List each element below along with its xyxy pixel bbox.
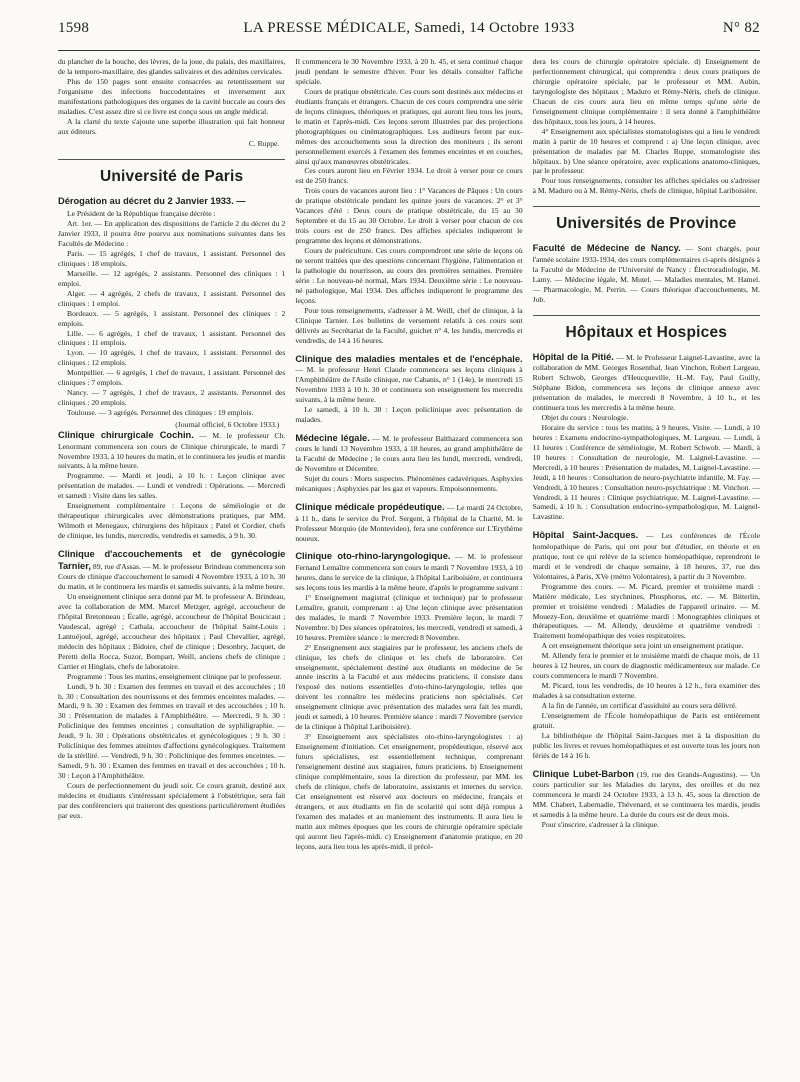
paragraph: Cours de perfectionnement du jeudi soir. Ce cours gratuit, destiné aux médecins et étudiants s'intéressant spécialement à l'obstétrique, sera fait par des conférenciers qui traiteront des questions particulièrement étudiées par eux. [58, 781, 286, 820]
paragraph: Cours de puériculture. Ces cours comprendront une série de leçons où ne seront traitées que des questions concernant l'hygiène, l'alimentation et la pathologie du nourrisson, au cours des premières semaines. Première série : Le nouveau-né normal, Mars 1934. Deuxième série : Le nouveau-né pathologique, Mai 1934. Des affiches indiqueront le programme des leçons. [295, 246, 523, 305]
article [533, 769, 760, 820]
article-lead: 89, rue d'Assas. — M. le professeur Brindeau commencera son Cours de clinique d'accouchement le samedi 4 Novembre 1933, à 10 h. 30 du matin, et le continuera les mardis et samedis suivants, à la même heure. [58, 561, 286, 592]
article [58, 430, 285, 471]
paragraph: 1° Enseignement magistral (clinique et technique) par le professeur Lemaître, gratuit, comprenant : a) Une leçon clinique avec présentation des malades, le mardi 7 Novembre 1933. Première leçon, le mardi 7 Novembre. b) Des séances opératoires, les mercredi, vendredi et samedi, à 10 heures. Première séance : le mercredi 8 Novembre. [295, 592, 523, 642]
paragraph: 2° Enseignement aux stagiaires par le professeur, les anciens chefs de clinique, les chefs de clinique et les chefs de laboratoire. Cet enseignement, spécialement destiné aux étudiants en médecine de 5e année inscrits à la Faculté et aux médecins praticiens, il consiste dans l'exposé des notions essentielles d'oto-rhino-laryngologie, telles que doivent les connaître les médecins praticiens non spécialisés. Cet enseignement clinique avec présentation des malades sera fait les mardi, jeudi et samedi, à 10 heures. Première séance : mardi 7 Novembre (service de la clinique à l'hôpital Lariboisière). [295, 642, 523, 732]
column-1 [58, 57, 285, 852]
paragraph: Art. 1er. — En application des dispositions de l'article 2 du décret du 2 Janvier 1933, il pourra être pourvu aux nominations suivantes dans les Facultés de Médecine : [58, 219, 286, 248]
paragraph: Nancy. — 7 agrégés, 1 chef de travaux, 2 assistants. Personnel des cliniques : 20 emplois. [58, 388, 286, 408]
article-title: Hôpital de la Pitié. [532, 351, 614, 362]
journal-title: LA PRESSE MÉDICALE, Samedi, 14 Octobre 1933 [243, 20, 575, 36]
article [295, 551, 522, 592]
article-lead: (19, rue des Grands-Augustins). — Un cours particulier sur les Maladies du larynx, des oreilles et du nez commencera le mardi 24 Octobre 1933, à 13 h. 45, sous la direction de MM. Chabert, Labernadie, Thévenard, et se continuera les mardis, jeudis et samedis à la même heure. La durée du cours est de deux mois. [532, 769, 760, 820]
divider [533, 206, 760, 207]
source-note: (Journal officiel, 6 Octobre 1933.) [175, 420, 280, 430]
paragraph: A la clarté du texte s'ajoute une superbe illustration qui fait honneur aux éditeurs. [58, 116, 286, 136]
column-3 [533, 57, 760, 852]
article [533, 352, 760, 413]
article-title: Clinique médicale propédeutique. [295, 502, 445, 513]
paragraph: Programme : Tous les matins, enseignement clinique par le professeur. [67, 671, 282, 681]
paragraph: du plancher de la bouche, des lèvres, de la joue, du palais, des maxillaires, de la temporo-maxillaire, des glandes salivaires et des adénites cervicales. [58, 57, 286, 76]
spacer [295, 346, 522, 354]
article [533, 530, 760, 581]
spacer [295, 543, 522, 551]
paragraph: Programme des cours. — M. Picard, premier et troisième mardi : Matière médicale, Les stychnines, Phosphorus, etc. — M. Bitterlin, premier et troisième vendredi : Maladies de l'appareil urinaire. — M. Mouezy-Eon, deuxième et quatrième mardi : Monographies cliniques et thérapeutiques. — M. Allendy, deuxième et quatrième vendredi : Traitement homéopathique des voies respiratoires. [532, 581, 760, 641]
article-lead: — M. le professeur Balthazard commencera son cours le lundi 13 Novembre 1933, à 18 heures, au grand amphithéâtre de la Faculté de Médecine ; le cours aura lieu les lundi, mercredi, vendredi, de Novembre et Décembre. [295, 433, 523, 474]
paragraph: Alger. — 4 agrégés, 2 chefs de travaux, 1 assistant. Personnel des cliniques : 1 emploi. [58, 288, 286, 308]
article-lead: — Les conférences de l'École homéopathique de Paris, qui ont pour but d'étudier, en théorie et en pratique, tout ce qui relève de la science homéopathique, reprendront le mardi et le vendredi de chaque semaine, à 18 heures, 37, rue des Volontaires, à Paris, XVe (métro Volontaires), à partir du 3 Novembre. [532, 531, 760, 581]
paragraph: Le samedi, à 10 h. 30 : Leçon policlinique avec présentation de malades. [295, 404, 523, 424]
page-header [58, 20, 760, 38]
article-lead: — Le mardi 24 Octobre, à 11 h., dans le service du Prof. Sergent, à l'hôpital de la Charité, M. le Professeur Morquio (de Montevideo), fera une conférence sur L'Erythème noueux. [295, 503, 523, 543]
paragraph: M. Picard, tous les vendredis, de 10 heures à 12 h., fera examiner des malades à sa consultation externe. [532, 681, 760, 701]
section-title-province: Universités de Province [556, 215, 737, 233]
article-title: Clinique des maladies mentales et de l'encéphale. [295, 353, 523, 364]
derog-text [58, 209, 285, 430]
paragraph: Lille. — 6 agrégés, 1 chef de travaux, 1 assistant. Personnel des cliniques : 11 emplois. [58, 328, 286, 348]
paragraph: La bibliothèque de l'hôpital Saint-Jacques met à la disposition du public les livres et revues homéopathiques et est ouverte tous les jours non fériés de 14 à 16 h. [532, 730, 760, 760]
paragraph: Pour tous renseignements, s'adresser à M. Weill, chef de clinique, à la Clinique Tarnier. Les bulletins de versement relatifs à ces cours sont délivrés au Secrétariat de la Faculté, guichet n° 4, les lundis, mercredis et vendredis, de 14 à 16 heures. [295, 305, 523, 345]
paragraph: Bordeaux. — 5 agrégés, 1 assistant. Personnel des cliniques : 2 emplois. [58, 308, 286, 328]
review-signature: C. Ruppe. [248, 138, 280, 148]
article-lead: — M. le professeur Fernand Lemaître commencera son cours le mardi 7 Novembre 1933, à 10 heures, dans le service de la clinique, à l'hôpital Lariboisière, et continuera ses leçons tous les mardis à la même heure, d'après le programme suivant : [295, 552, 523, 592]
paragraph: L'enseignement de l'École homéopathique de Paris est entièrement gratuit. [532, 711, 760, 731]
spacer [58, 541, 285, 549]
paragraph: Pour tous renseignements, consulter les affiches spéciales ou s'adresser à M. Maduro ou à M. Rémy-Néris, chefs de clinique, hôpital Lariboisière. [532, 176, 760, 196]
spacer [295, 425, 522, 433]
paragraph: Enseignement complémentaire : Leçons de séméiologie et de thérapeutique chirurgicales avec démonstrations pratiques, par MM. Wilmoth et Menegaux, chirurgiens des hôpitaux ; Patel et Cordier, chefs de clinique, les lundis, mercredis, vendredis et samedis, à 9 h. 30. [58, 501, 286, 541]
article-title: Hôpital Saint-Jacques. [532, 530, 639, 541]
paragraph: Objet du cours : Neurologie. [541, 412, 629, 422]
paragraph: Un enseignement clinique sera donné par M. le professeur A. Brindeau, avec la collaboration de MM. Marcel Metzger, agrégé, accoucheur de l'hôpital Bretonneau ; Écalle, agrégé, accoucheur de l'hôpital Boucicaut ; Vaudescal, agrégé ; Cathala, accoucheur de l'hôpital Saint-Louis ; Lantuéjoul, agrégé, accoucheur des hôpitaux ; Paul Chevallier, agrégé, médecin des hôpitaux ; Bidoire, chef de clinique ; Desonbry, Jacquet, de Peretti della Rocca, Suzor, Bompart, Weill, anciens chefs de clinique ; Cartier et Hinglais, chefs de laboratoire. [58, 591, 286, 671]
paragraph: A la fin de l'année, un certificat d'assiduité au cours sera délivré. [541, 701, 737, 711]
paragraph: Cours de pratique obstétricale. Ces cours sont destinés aux médecins et étudiants français et étrangers. Chacun de ces cours comprendra une série de leçons cliniques, théoriques et pratiques, qui auront lieu tous les jours, le matin et l'après-midi. Ces leçons seront illustrées par des projections photographiques ou cinématographiques. Les auditeurs feront par eux-mêmes des accouchements sous la direction des moniteurs ; ils seront personnellement exercés à l'examen des femmes enceintes et en couches, ainsi qu'aux manœuvres obstétricales. [295, 86, 523, 166]
paragraph: Marseille. — 12 agrégés, 2 assistants. Personnel des cliniques : 1 emploi. [58, 268, 286, 288]
article-title: Médecine légale. [295, 432, 370, 443]
paragraph: Lyon. — 10 agrégés, 1 chef de travaux, 1 assistant. Personnel des cliniques : 12 emplois. [58, 348, 286, 368]
paragraph: Il commencera le 30 Novembre 1933, à 20 h. 45, et sera continué chaque jeudi pendant le semestre d'hiver. Pour les détails consulter l'affiche spéciale. [295, 57, 523, 86]
paragraph: Montpellier. — 6 agrégés, 1 chef de travaux, 1 assistant. Personnel des cliniques : 7 emplois. [58, 368, 286, 388]
section-title-hopitaux: Hôpitaux et Hospices [565, 323, 728, 341]
issue-number: N° 82 [722, 20, 760, 36]
paragraph: Trois cours de vacances auront lieu : 1° Vacances de Pâques : Un cours de pratique obstétricale pendant les quinze jours de vacances. 2° et 3° Vacances d'été : Deux cours de pratique obstétricale, du 15 au 30 Septembre et du 15 au 30 Octobre. Le droit à verser pour chacun de ces trois cours est de 250 francs. Des affiches spéciales indiqueront le programme des leçons et démonstrations. [295, 186, 523, 246]
divider [58, 159, 285, 160]
article [58, 549, 285, 592]
paragraph: Lundi, 9 h. 30 : Examen des femmes en travail et des accouchées ; 10 h. 30 : Consultation des nourrissons et des femmes enceintes malades. — Mardi, 9 h. 30 : Examen des femmes en travail et des accouchées ; 10 h. 30 : Présentation de malades à l'Amphithéâtre. — Mercredi, 9 h. 30 : Policlinique des femmes enceintes ; consultation de syphiligraphie. — Jeudi, 9 h. 30 : Opérations obstétricales et gynécologiques ; 9 h. 30 : Policlinique des femmes atteintes d'affections gynécologiques. Traitement de la stérilité. — Vendredi, 9 h. 30 : Policlinique des femmes enceintes. — Samedi, 9 h. 30 : Examen des femmes en travail et des accouchées ; 10 h. 30 : Leçon à l'Amphithéâtre. [58, 681, 286, 781]
spacer [295, 494, 522, 502]
paragraph: Pour s'inscrire, s'adresser à la clinique. [541, 820, 659, 830]
article-lead: — M. le Professeur Laignel-Lavastine, avec la collaboration de MM. Georges Rosenthal, Jean Vinchon, Robert Largeau, Robert Schwob, Georges d'Heucqueville, H.-M. Fay, Paul Guilly, Stéphane Bidon, commencera ses leçons de clinique annexe avec présentation de malades, le mercredi 8 Novembre, à 10 h., et les continuera tous les mercredis à la même heure. [532, 352, 760, 412]
paragraph: Programme. — Mardi et jeudi, à 10 h. : Leçon clinique avec présentation de malades. — Lundi et vendredi : Opérations. — Mercredi et samedi : Visite dans les salles. [58, 471, 286, 501]
article-title: Dérogation au décret du 2 Janvier 1933. — [58, 195, 246, 206]
article [295, 354, 522, 405]
spacer [533, 522, 760, 530]
page-number: 1598 [58, 20, 90, 36]
paragraph: Horaire du service : tous les matins, à 9 heures, Visite. — Lundi, à 10 heures : Examens endocrino-sympathologiques, M. Largeau. — Lundi, à 11 heures : Conférence de séméiologie, M. Robert Schwob. — Mardi, à 10 heures : Consultation de neurologie, M. Laignel-Lavastine. — Mercredi, à 10 heures : Présentation de malades, M. Laignel-Lavastine. — Jeudi, à 10 heures : Consultation de neuro-psychiatrie infantile, M. Fay. — Vendredi, à 10 heures : Consultation neuro-psychiatrique : M. Vinchon. — Vendredi, à 11 heures : Clinique psychiatrique, M. Laignel-Lavastine. — Samedi, à 10 h. : Consultation endocrino-sympathologique, M. Laignel-Lavastine. [532, 422, 760, 522]
paragraph: Plus de 150 pages sont ensuite consacrées au retentissement sur l'organisme des infections buccodentaires et inversement aux manifestations pathologiques des organes de la cavité buccale au cours des maladies. C'est assez dire si ce livre est conçu sous un angle médical. [58, 76, 286, 116]
paragraph: Toulouse. — 3 agrégés. Personnel des cliniques : 19 emplois. [67, 408, 254, 418]
paragraph: Sujet du cours : Morts suspectes. Phénomènes cadavériques. Asphyxies mécaniques ; Asphyxies par les gaz et vapeurs. Empoisonnements. [295, 474, 523, 494]
divider [533, 315, 760, 316]
article [295, 502, 522, 543]
paragraph: M. Allendy fera le premier et le troisième mardi de chaque mois, de 11 heures à 12 heures, un cours de diagnostic médicamenteux sur malade. Ce cours commencera le mardi 7 Novembre. [532, 651, 760, 681]
paragraph: 3° Enseignement aux spécialistes oto-rhino-laryngologistes : a) Enseignement d'initiation. Cet enseignement, propédeutique, réservé aux futurs spécialistes, est essentiellement technique, comprenant l'enseignement destiné aux stagiaires, futurs praticiens. b) Enseignement clinique complémentaire, sous la direction du professeur, par MM. les chefs de clinique, chefs de laboratoire, assistants et internes du service. Cet enseignement est réservé aux docteurs en médecine, français et étrangers, et aux étudiants en fin de scolarité qui sont déjà rompus à l'examen des malades et au maniement des instruments. Il aura lieu le matin aux mêmes époques que les cours de chirurgie opératoire spéciale qui auront lieu l'après-midi. c) Enseignement d'anatomie pratique, en 20 leçons, aura lieu tous les après-midi, il précè- [295, 732, 523, 851]
paragraph: 4° Enseignement aux spécialistes stomatologistes qui a lieu le vendredi matin à partir de 10 heures et comprend : a) Une leçon clinique, avec présentation de malades par M. Charles Ruppe, stomatologiste des hôpitaux. b) Une séance opératoire, avec explications anatomo-cliniques, par le professeur. [532, 126, 760, 176]
review-text [58, 57, 285, 137]
article [295, 433, 522, 474]
article-title: Clinique oto-rhino-laryngologique. [295, 551, 451, 562]
header-rule [58, 50, 760, 51]
paragraph: A cet enseignement théorique sera joint un enseignement pratique. [541, 641, 744, 651]
article-title: Faculté de Médecine de Nancy. [532, 243, 681, 254]
column-2 [295, 57, 522, 852]
article-title: Clinique d'accouchements et de gynécologie Tarnier, [58, 549, 286, 571]
article-title: Clinique chirurgicale Cochin. [58, 430, 194, 441]
paragraph: Ces cours auront lieu en Février 1934. Le droit à verser pour ce cours est de 250 francs. [295, 166, 523, 186]
article-lead: — M. le professeur Henri Claude commencera ses leçons cliniques à l'Amphithéâtre de l'Asile clinique, rue Cabanis, n° 1 (14e), le mercredi 15 Novembre 1933 à 10 h. 30 et continuera son enseignement les mercredis suivants, à la même heure. [295, 365, 523, 404]
spacer [533, 761, 760, 769]
article-lead: — Sont chargés, pour l'année scolaire 1933-1934, des cours complémentaires ci-après désignés à la Faculté de Médecine de l'Université de Nancy : Électroradiologie, M. Lamy. — Médecine légale, M. Mutel. — Maladies mentales, M. Hamel. — Pharmacologie, M. Perrin. — Cours théorique d'accouchements, M. Job. [532, 244, 760, 304]
columns [58, 57, 760, 852]
paragraph: dera les cours de chirurgie opératoire spéciale. d) Enseignement de perfectionnement chirurgical, qui comprendra : deux cours pratiques de chirurgie opératoire spéciale, par le professeur et MM. Aubin, laryngologiste des hôpitaux ; Maduro et Rémy-Néris, chefs de clinique. Chacun de ces cours aura lieu en même temps qu'une série de l'enseignement clinique complémentaire : il sera donné à l'amphithéâtre des hôpitaux, tous les jours, à 14 heures. [532, 57, 760, 126]
paragraph: Paris. — 15 agrégés, 1 chef de travaux, 1 assistant. Personnel des cliniques : 18 emplois. [58, 248, 286, 268]
article [533, 243, 760, 304]
paragraph: Le Président de la République française décrète : [67, 209, 216, 219]
section-title-paris: Université de Paris [99, 167, 244, 185]
article-title: Clinique Lubet-Barbon [532, 768, 634, 779]
article-lead: — M. le professeur Ch. Lenormant commencera son cours de Clinique chirurgicale, le mardi 7 Novembre 1933, à 10 heures du matin, et le continuera les jeudis et mardis suivants, à la même heure. [58, 431, 286, 471]
